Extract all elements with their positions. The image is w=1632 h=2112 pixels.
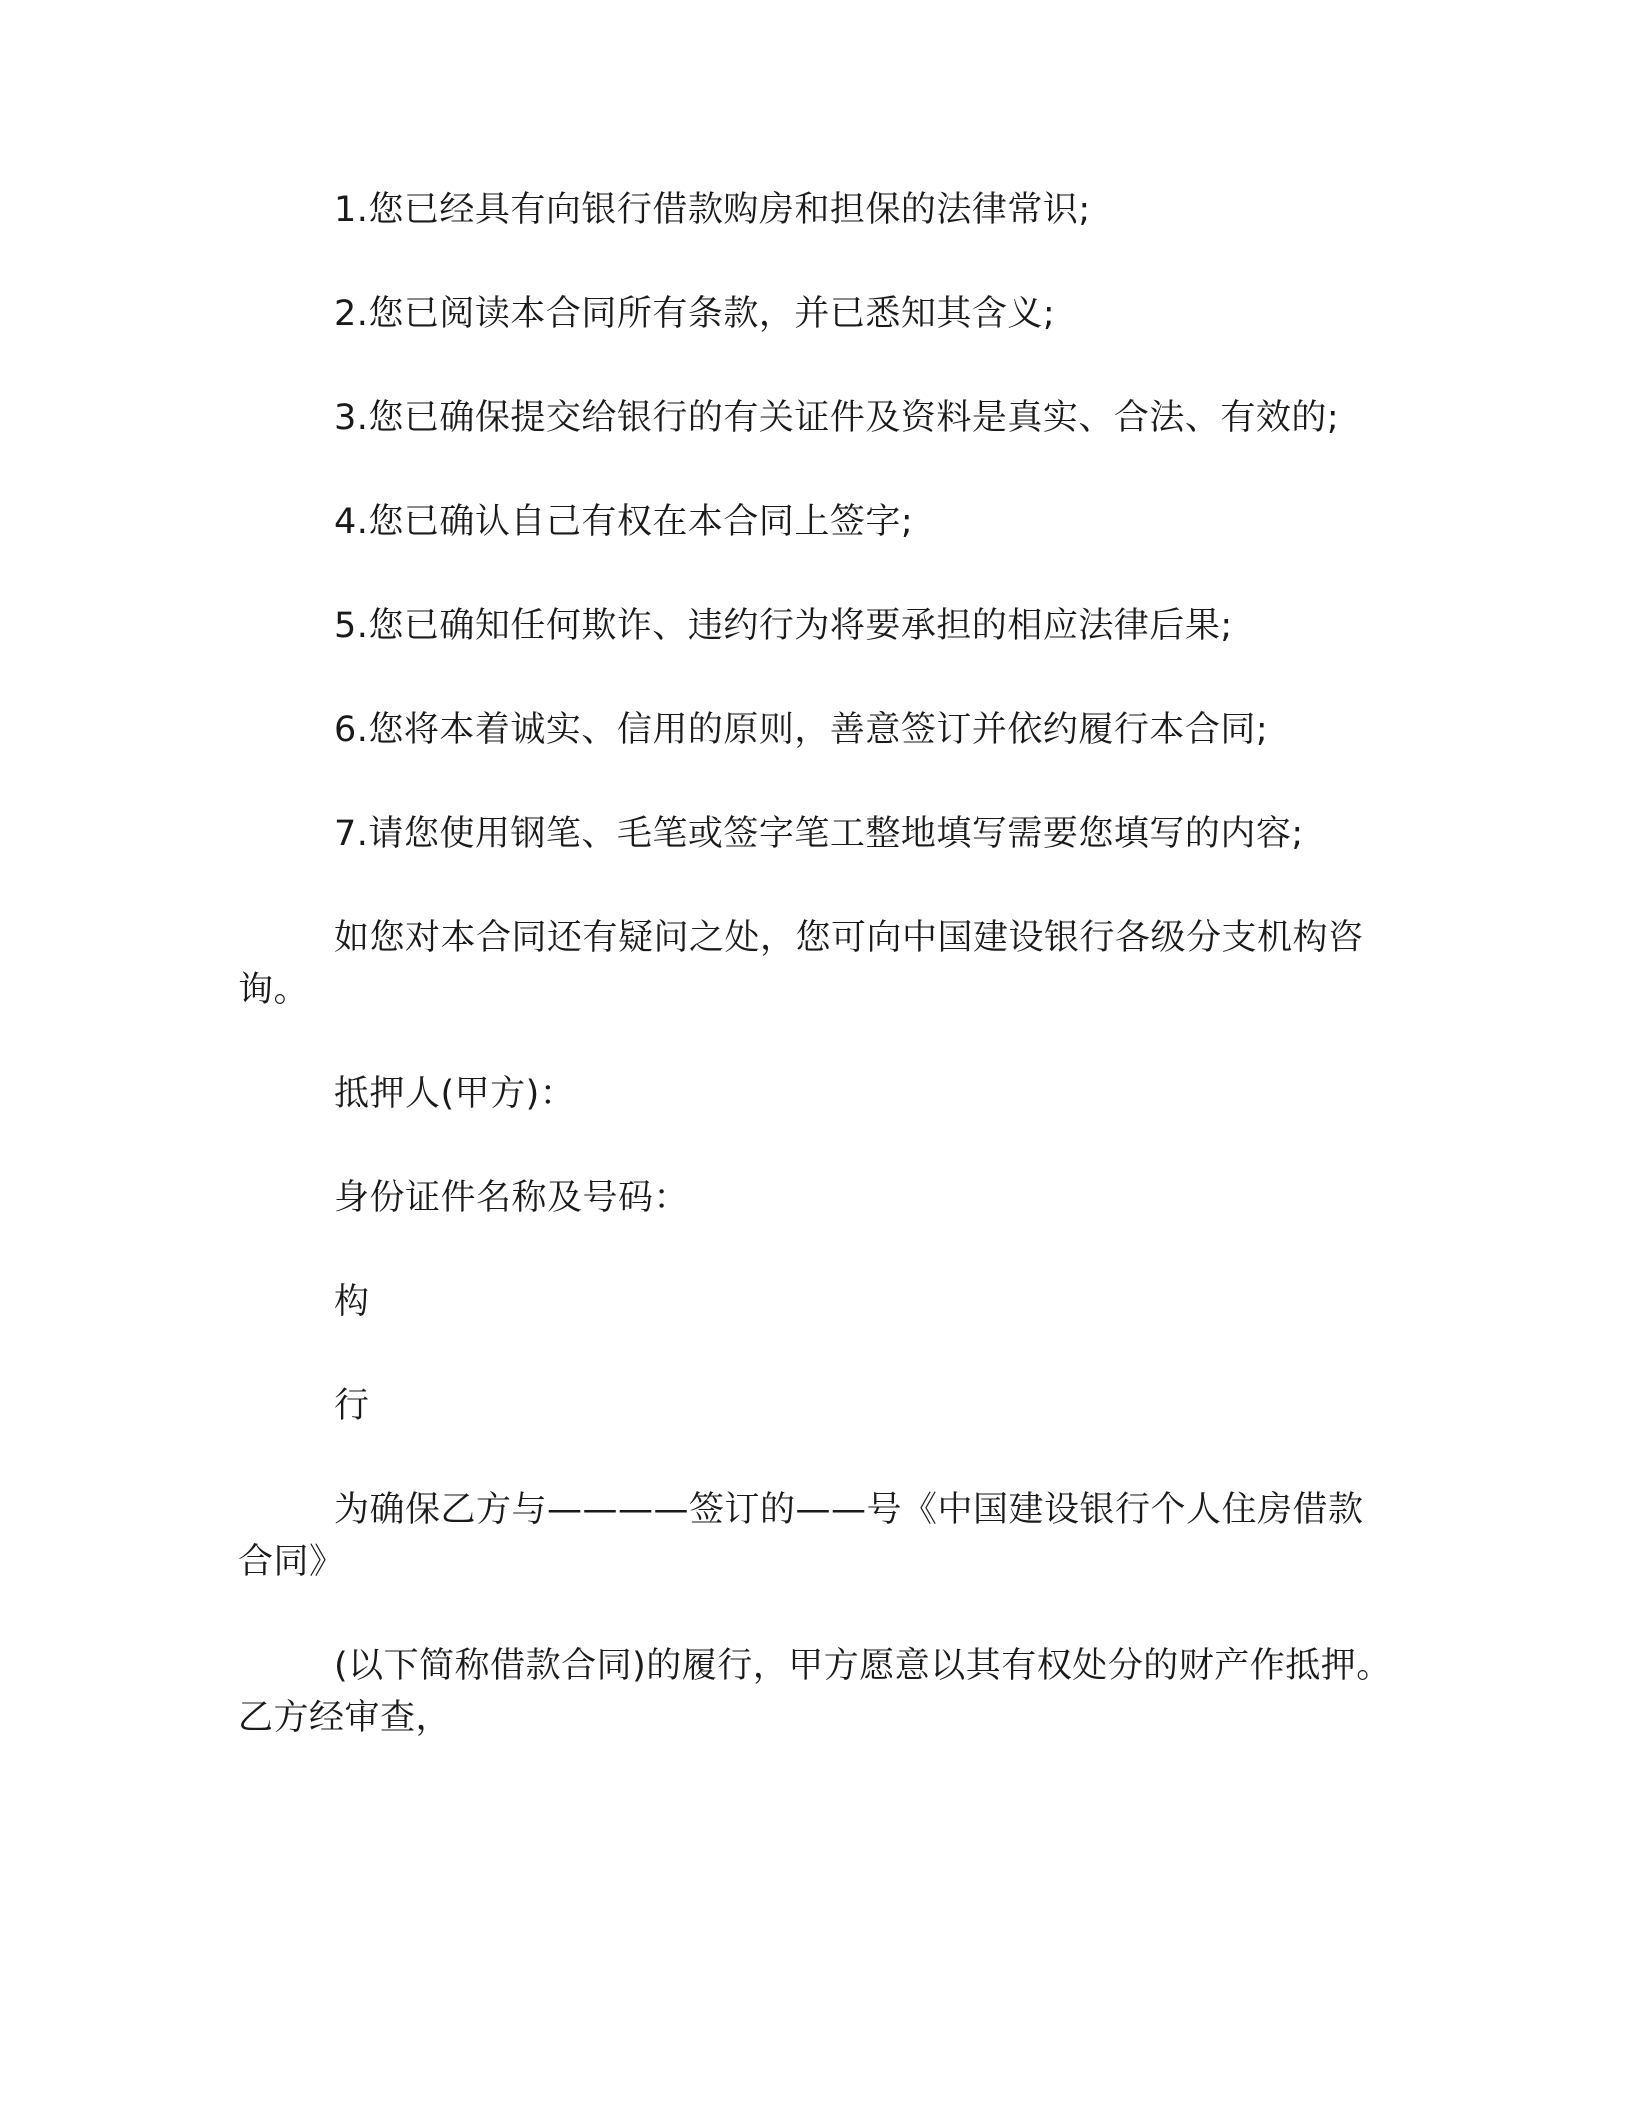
fragment-gou: 构 <box>334 1282 370 1322</box>
paragraph-purpose: 为确保乙方与————签订的——号《中国建设银行个人住房借款合同》 <box>238 1490 1364 1582</box>
paragraph-notice-6: 6.您将本着诚实、信用的原则，善意签订并依约履行本合同; <box>334 710 1269 750</box>
id-document-label: 身份证件名称及号码： <box>334 1178 690 1218</box>
fragment-hang: 行 <box>334 1386 370 1426</box>
paragraph-notice-4: 4.您已确认自己有权在本合同上签字; <box>334 502 914 542</box>
paragraph-notice-1: 1.您已经具有向银行借款购房和担保的法律常识; <box>334 190 1091 230</box>
paragraph-notice-3: 3.您已确保提交给银行的有关证件及资料是真实、合法、有效的; <box>334 398 1340 438</box>
document-body <box>238 184 1398 1796</box>
paragraph-inquiry: 如您对本合同还有疑问之处，您可向中国建设银行各级分支机构咨询。 <box>238 918 1364 1010</box>
paragraph-notice-7: 7.请您使用钢笔、毛笔或签字笔工整地填写需要您填写的内容; <box>334 814 1304 854</box>
paragraph-notice-5: 5.您已确知任何欺诈、违约行为将要承担的相应法律后果; <box>334 606 1233 646</box>
paragraph-performance: (以下简称借款合同)的履行，甲方愿意以其有权处分的财产作抵押。乙方经审查， <box>238 1646 1392 1738</box>
paragraph-notice-2: 2.您已阅读本合同所有条款，并已悉知其含义; <box>334 294 1056 334</box>
mortgagor-label: 抵押人(甲方)： <box>334 1074 576 1114</box>
